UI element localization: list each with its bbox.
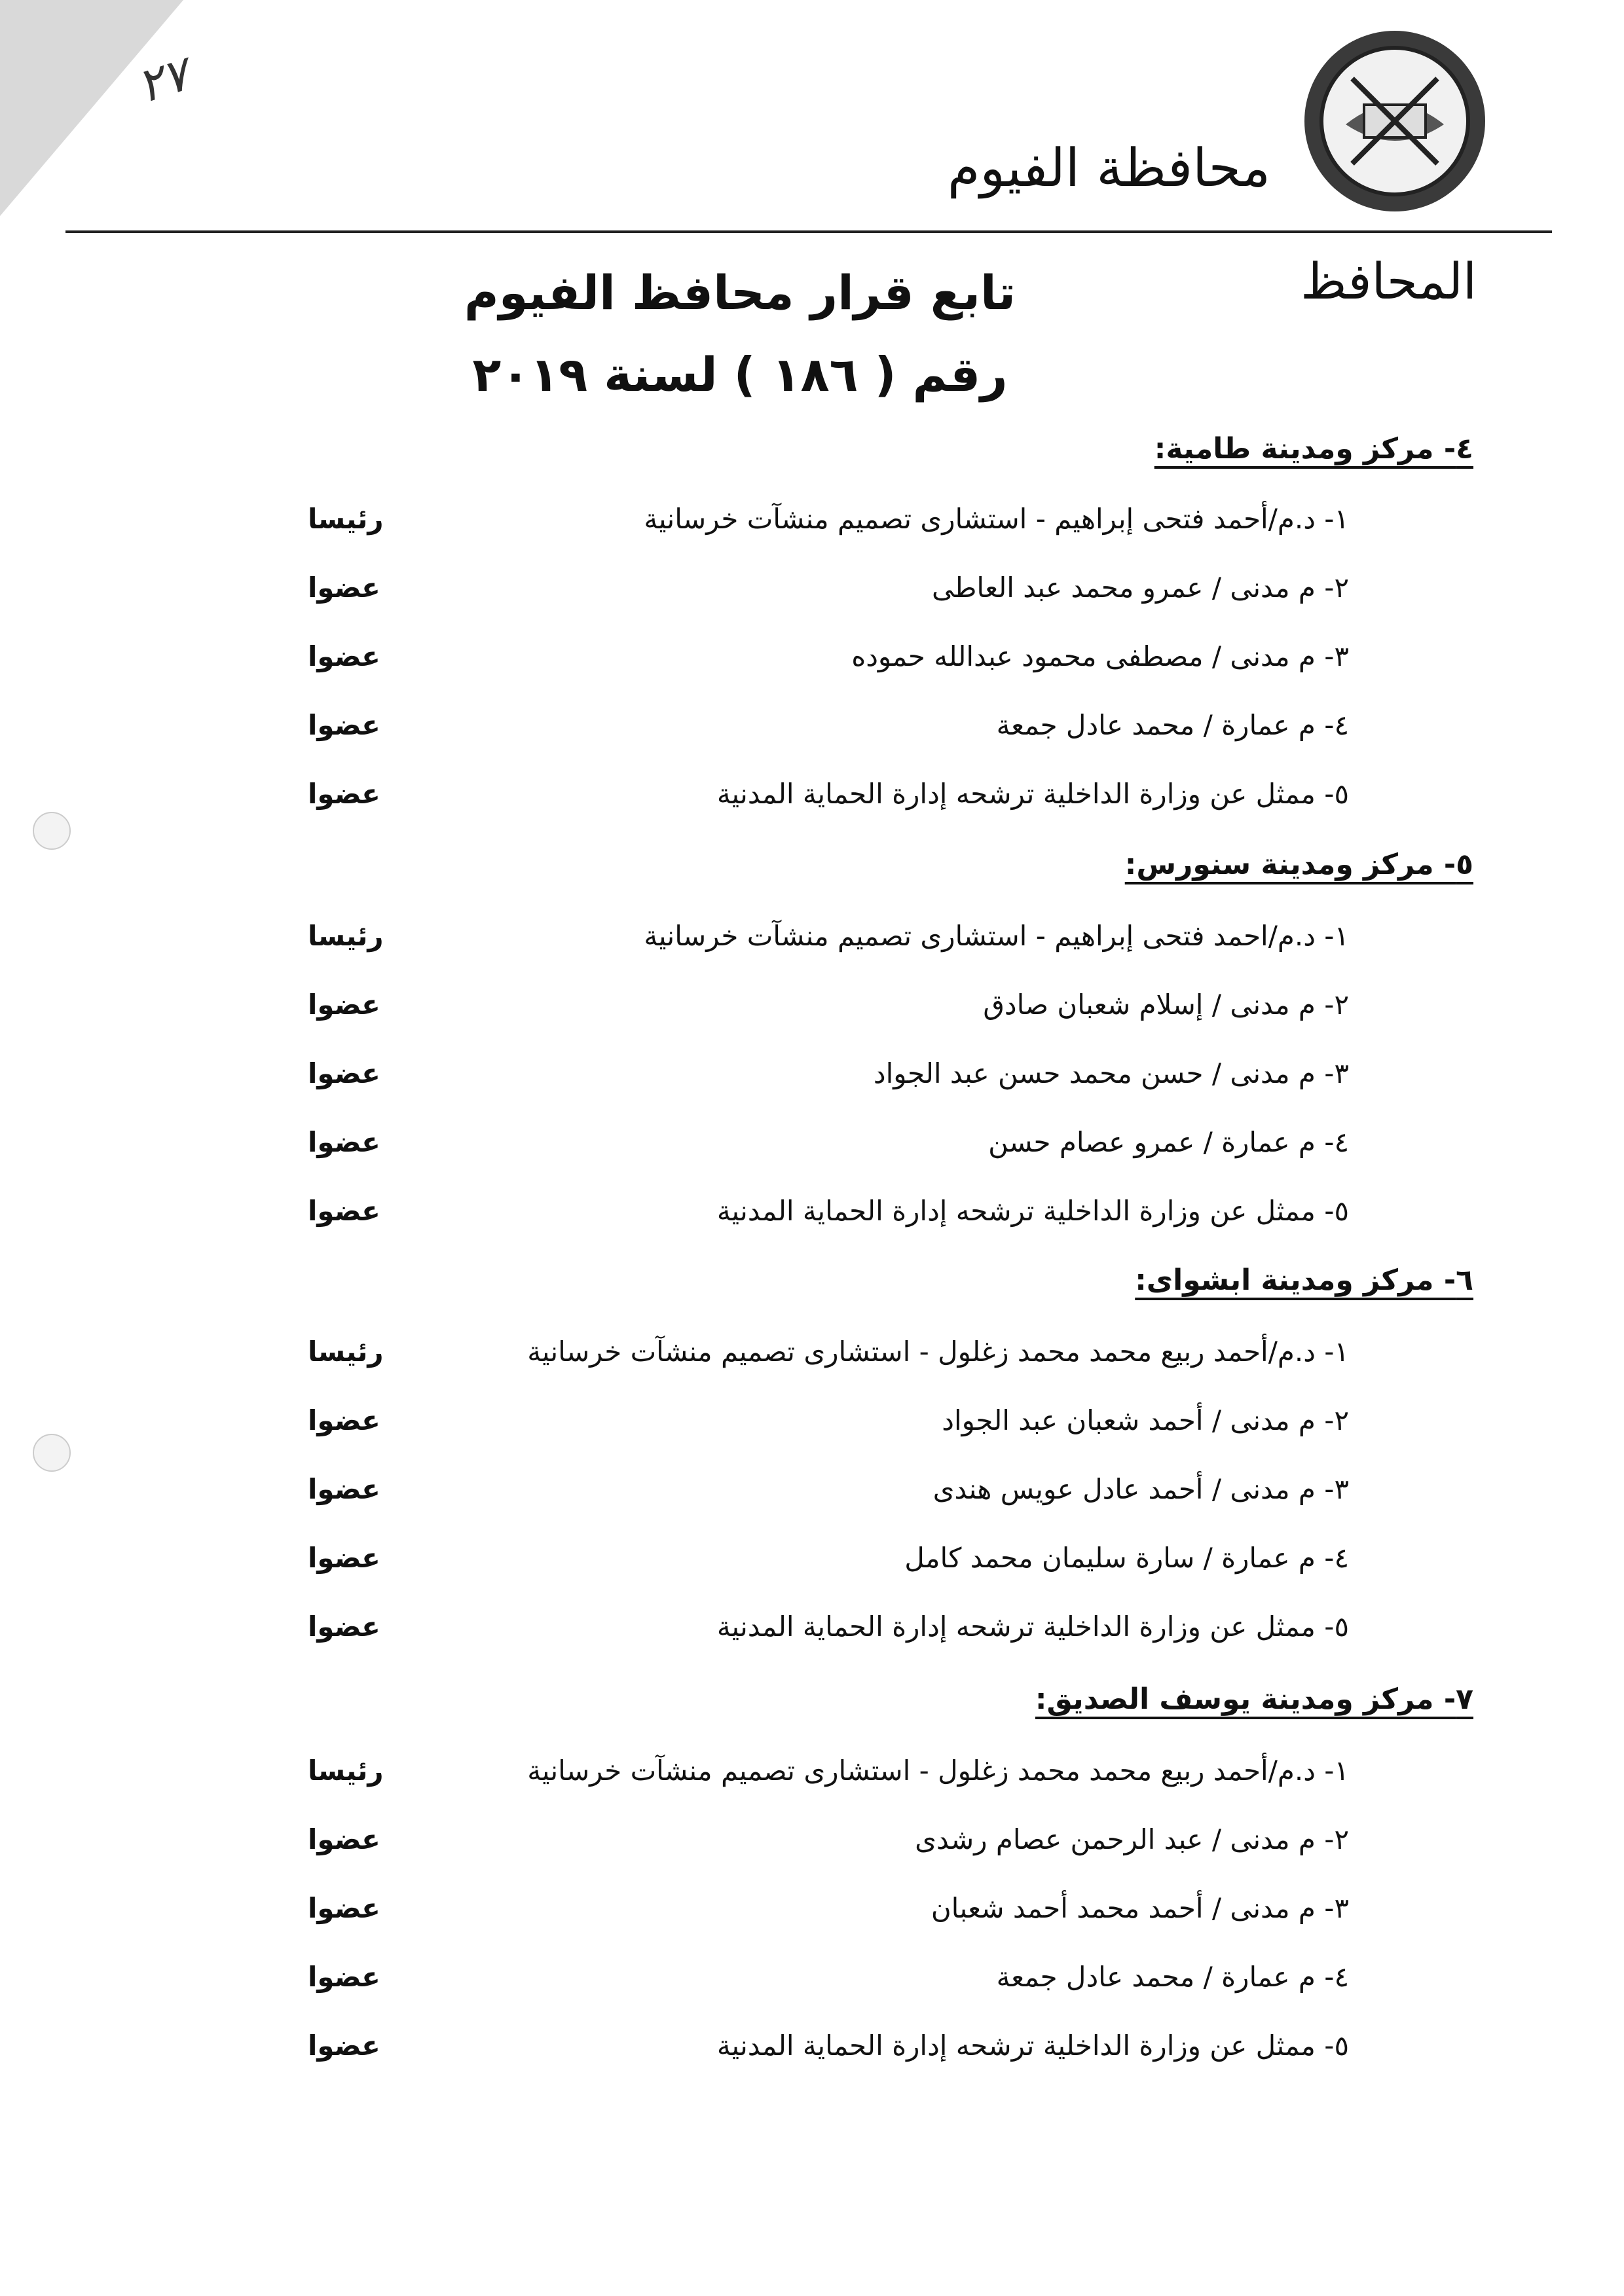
member-role: عضوا [308,1961,380,1993]
member-role: عضوا [308,1542,380,1574]
member-role: عضوا [308,778,380,810]
member-entry: ٤- م عمارة / سارة سليمان محمد كامل [904,1542,1349,1574]
section-heading: ٥- مركز ومدينة سنورس: [1124,848,1473,881]
member-role: عضوا [308,572,380,604]
member-entry: ٥- ممثل عن وزارة الداخلية ترشحه إدارة الحماية المدنية [716,1611,1349,1643]
member-entry: ١- د.م/أحمد فتحى إبراهيم - استشارى تصميم منشآت خرسانية [644,503,1349,535]
decision-number: رقم ( ١٨٦ ) لسنة ٢٠١٩ [472,347,1008,402]
member-entry: ٢- م مدنى / عمرو محمد عبد العاطى [931,572,1349,604]
member-role: عضوا [308,1611,380,1643]
member-entry: ٢- م مدنى / عبد الرحمن عصام رشدى [915,1823,1349,1855]
member-entry: ٣- م مدنى / أحمد محمد أحمد شعبان [931,1892,1349,1924]
member-entry: ٣- م مدنى / أحمد عادل عويس هندى [932,1473,1349,1505]
member-role: عضوا [308,1823,380,1855]
header-divider [65,230,1552,233]
member-role: عضوا [308,1126,380,1158]
member-role: رئيسا [308,503,384,535]
member-role: عضوا [308,2030,380,2062]
member-role: عضوا [308,1892,380,1924]
member-entry: ٥- ممثل عن وزارة الداخلية ترشحه إدارة الحماية المدنية [716,1195,1349,1227]
punch-hole [33,1434,71,1472]
section-heading: ٦- مركز ومدينة ابشواى: [1135,1264,1473,1297]
member-entry: ٤- م عمارة / محمد عادل جمعة [996,1961,1349,1993]
member-entry: ٤- م عمارة / عمرو عصام حسن [988,1126,1349,1158]
member-role: عضوا [308,989,380,1021]
member-role: رئيسا [308,920,384,952]
member-entry: ٥- ممثل عن وزارة الداخلية ترشحه إدارة الحماية المدنية [716,2030,1349,2062]
member-entry: ١- د.م/أحمد ربيع محمد محمد زغلول - استشارى تصميم منشآت خرسانية [527,1336,1349,1368]
member-role: رئيسا [308,1755,384,1787]
member-role: عضوا [308,640,380,672]
member-role: عضوا [308,1404,380,1436]
governorate-name: محافظة الفيوم [947,137,1270,198]
member-entry: ٣- م مدنى / حسن محمد حسن عبد الجواد [873,1057,1349,1089]
section-heading: ٤- مركز ومدينة طامية: [1154,432,1473,465]
member-role: عضوا [308,1195,380,1227]
member-entry: ٣- م مدنى / مصطفى محمود عبدالله حموده [851,640,1349,672]
member-entry: ١- د.م/أحمد ربيع محمد محمد زغلول - استشارى تصميم منشآت خرسانية [527,1755,1349,1787]
member-entry: ٢- م مدنى / إسلام شعبان صادق [983,989,1349,1021]
member-role: عضوا [308,1473,380,1505]
member-role: رئيسا [308,1336,384,1368]
section-heading: ٧- مركز ومدينة يوسف الصديق: [1035,1683,1473,1716]
handwritten-page-mark: ٢٧ [130,46,196,114]
punch-hole [33,812,71,850]
decision-title: تابع قرار محافظ الفيوم [464,265,1016,320]
member-role: عضوا [308,1057,380,1089]
member-entry: ٢- م مدنى / أحمد شعبان عبد الجواد [942,1404,1349,1436]
member-entry: ٥- ممثل عن وزارة الداخلية ترشحه إدارة الحماية المدنية [716,778,1349,810]
member-role: عضوا [308,709,380,741]
governorate-logo-icon [1300,26,1490,216]
governor-label: المحافظ [1301,252,1477,310]
member-entry: ١- د.م/احمد فتحى إبراهيم - استشارى تصميم منشآت خرسانية [644,920,1349,952]
member-entry: ٤- م عمارة / محمد عادل جمعة [996,709,1349,741]
